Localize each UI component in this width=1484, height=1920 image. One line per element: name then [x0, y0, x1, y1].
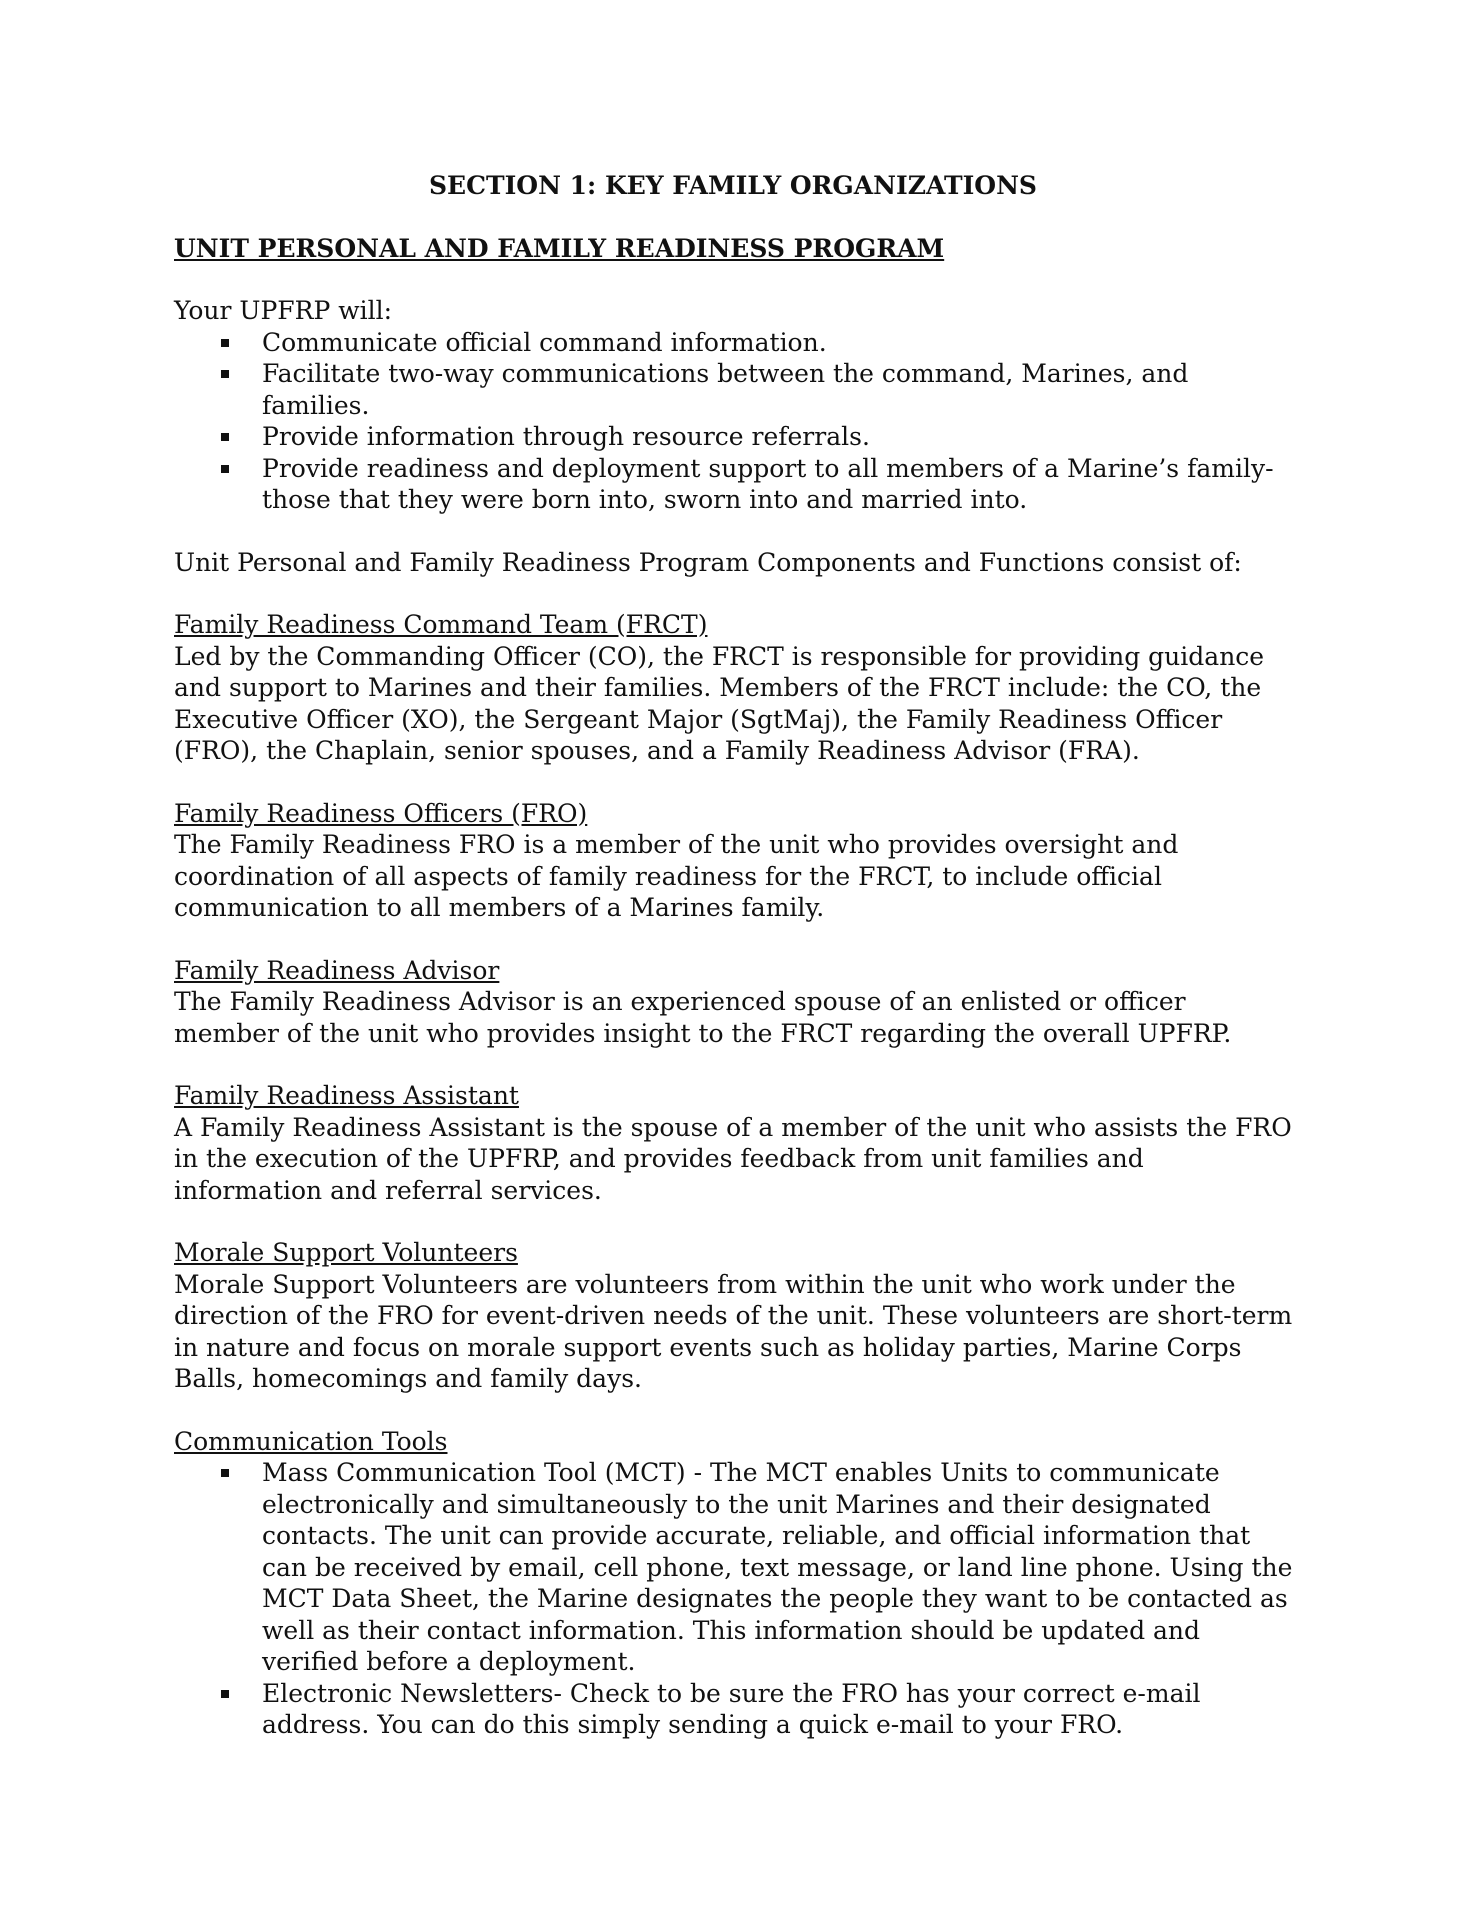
list-item [262, 327, 1294, 359]
intro-text: Your UPFRP will: [174, 296, 393, 325]
intro-block [174, 295, 1294, 516]
subsection-title: Communication Tools [174, 1426, 448, 1456]
square-bullet-icon [221, 465, 229, 473]
subsection-body: The Family Readiness FRO is a member of the unit who provides oversight and coordination of all aspects of family readiness for the FRCT, to include official communication to all members of a Marines family. [174, 830, 1179, 922]
square-bullet-icon [221, 1690, 229, 1698]
list-item [262, 421, 1294, 453]
list-item [262, 453, 1294, 516]
list-item-text: Facilitate two-way communications between the command, Marines, and families. [262, 359, 1189, 420]
section-assistant [174, 1080, 1294, 1206]
subsection-body: A Family Readiness Assistant is the spouse of a member of the unit who assists the FRO in the execution of the UPFRP, and provides feedback from unit families and information and referral services. [174, 1112, 1292, 1205]
program-heading: UNIT PERSONAL AND FAMILY READINESS PROGRAM [174, 233, 945, 263]
square-bullet-icon [221, 433, 229, 441]
section-fro [174, 798, 1294, 924]
subsection-title: Family Readiness Command Team (FRCT) [174, 610, 708, 639]
document-page [174, 170, 1294, 1741]
subsection-body: Led by the Commanding Officer (CO), the FRCT is responsible for providing guidance and support to Marines and their families. Members of the FRCT include: the CO, the Executive Officer (XO), the Sergeant Major (SgtMaj), the Family Readiness Officer (FRO), the Chaplain, senior spouses, and a Family Readiness Advisor (FRA). [174, 641, 1265, 765]
list-item-text: Provide readiness and deployment support to all members of a Marine’s family-those that they were born into, sworn into and married into. [262, 453, 1274, 514]
list-item [262, 1457, 1294, 1678]
section-advisor [174, 955, 1294, 1050]
section-communication-tools [174, 1426, 1294, 1741]
square-bullet-icon [221, 1469, 229, 1477]
intro-bullet-list [174, 327, 1294, 516]
section-volunteers [174, 1237, 1294, 1395]
section-title: SECTION 1: KEY FAMILY ORGANIZATIONS [429, 171, 1037, 200]
subsection-title: Family Readiness Advisor [174, 955, 500, 985]
list-item-text: Electronic Newsletters- Check to be sure the FRO has your correct e-mail address. You can do this simply sending a quick e-mail to your FRO. [262, 1678, 1201, 1739]
list-item-text: Provide information through resource referrals. [262, 422, 870, 451]
subsection-body: Morale Support Volunteers are volunteers from within the unit who work under the direction of the FRO for event-driven needs of the unit. These volunteers are short-term in nature and focus on morale support events such as holiday parties, Marine Corps Balls, homecomings and family days. [174, 1269, 1293, 1393]
section-frct [174, 609, 1294, 767]
square-bullet-icon [221, 339, 229, 347]
list-item-text: Communicate official command information. [262, 327, 827, 357]
subsection-title: Family Readiness Assistant [174, 1081, 519, 1110]
list-item [262, 1678, 1294, 1741]
square-bullet-icon [221, 370, 229, 378]
list-item [262, 358, 1294, 421]
list-item-text: Mass Communication Tool (MCT) - The MCT enables Units to communicate electronically and simultaneously to the unit Marines and their designated contacts. The unit can provide accurate, reliable, and official information that can be received by email, cell phone, text message, or land line phone. Using the MCT Data Sheet, the Marine designates the people they want to be contacted as well as their contact information. This information should be updated and verified before a deployment. [262, 1458, 1293, 1676]
subsection-title: Morale Support Volunteers [174, 1238, 518, 1267]
tools-bullet-list [174, 1457, 1294, 1741]
subsection-body: The Family Readiness Advisor is an experienced spouse of an enlisted or officer member of the unit who provides insight to the FRCT regarding the overall UPFRP. [174, 987, 1232, 1048]
subsection-title: Family Readiness Officers (FRO) [174, 798, 588, 828]
components-intro: Unit Personal and Family Readiness Program Components and Functions consist of: [174, 547, 1242, 577]
